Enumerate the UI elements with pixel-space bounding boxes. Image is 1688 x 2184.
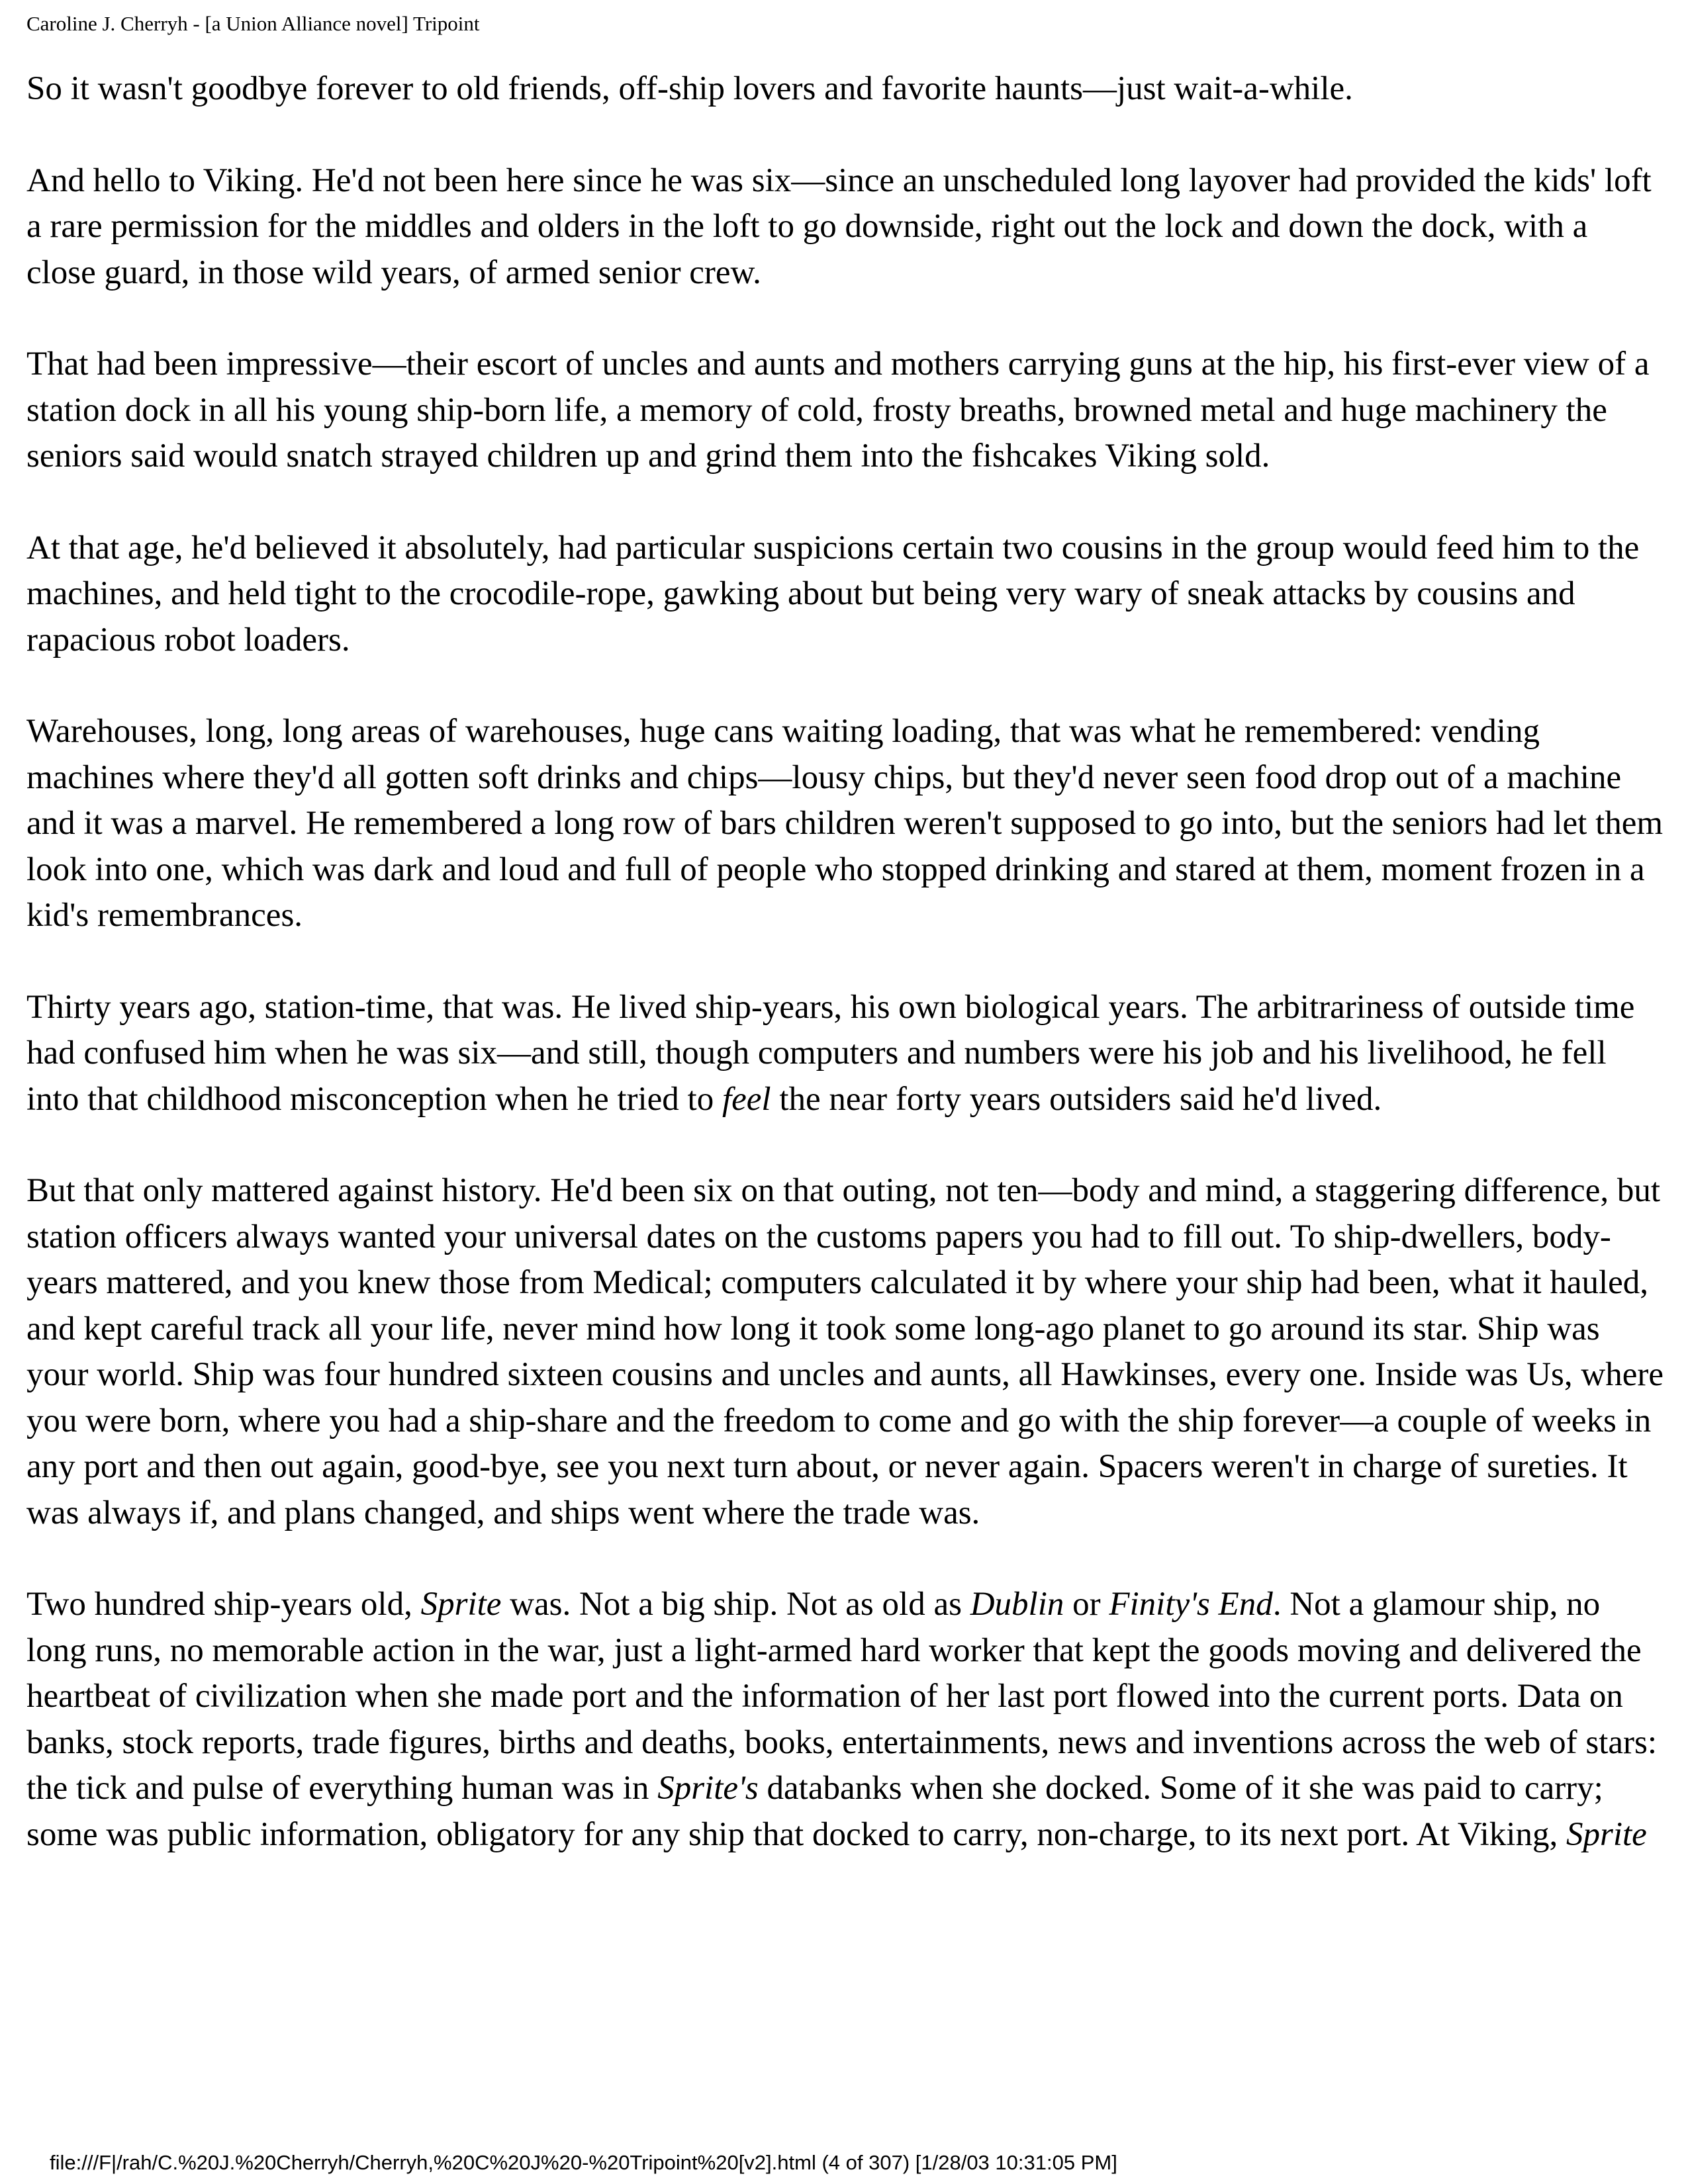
page-header: Caroline J. Cherryh - [a Union Alliance novel] Tripoint xyxy=(26,12,480,35)
text-run: the near forty years outsiders said he'd lived. xyxy=(771,1080,1382,1118)
paragraph xyxy=(26,525,1665,664)
italic-text: Sprite xyxy=(1566,1815,1647,1853)
italic-text: Sprite's xyxy=(657,1770,759,1807)
text-run: databanks when she docked. Some of it she was paid to carry; some was public information, obligatory for any ship that docked to carry, non-charge, to its next port. At Viking, xyxy=(26,1770,1603,1853)
paragraph xyxy=(26,1168,1665,1536)
paragraph xyxy=(26,66,1665,113)
text-run: or xyxy=(1064,1586,1109,1623)
italic-text: Dublin xyxy=(970,1586,1064,1623)
text-run: was. Not a big ship. Not as old as xyxy=(501,1586,970,1623)
text-run: But that only mattered against history. He'd been six on that outing, not ten—body and mind, a staggering difference, but station officers always wanted your universal dates on the customs papers you had to fill out. To ship-dwellers, body-years mattered, and you knew those from Medical; computers calculated it by where your ship had been, what it hauled, and kept careful track all your life, never mind how long it took some long-ago planet to go around its star. Ship was your world. Ship was four hundred sixteen cousins and uncles and aunts, all Hawkinses, every one. Inside was Us, where you were born, where you had a ship-share and the freedom to come and go with the ship forever—a couple of weeks in any port and then out again, good-bye, see you next turn about, or never again. Spacers weren't in charge of sureties. It was always if, and plans changed, and ships went where the trade was. xyxy=(26,1172,1664,1531)
paragraph xyxy=(26,1582,1665,1858)
italic-text: feel xyxy=(722,1080,771,1118)
paragraph xyxy=(26,158,1665,296)
document-body xyxy=(26,66,1665,1858)
paragraph xyxy=(26,985,1665,1123)
text-run: . Not a glamour ship, no long runs, no memorable action in the war, just a light-armed hard worker that kept the goods moving and delivered the heartbeat of civilization when she made port and the information of her last port flowed into the current ports. Data on banks, stock reports, trade figures, births and deaths, books, entertainments, news and inventions across the web of stars: the tick and pulse of everything human was in xyxy=(26,1586,1658,1807)
text-run: And hello to Viking. He'd not been here since he was six—since an unscheduled long layover had provided the kids' loft a rare permission for the middles and olders in the loft to go downside, right out the lock and down the dock, with a close guard, in those wild years, of armed senior crew. xyxy=(26,161,1652,291)
paragraph xyxy=(26,341,1665,480)
italic-text: Finity's End xyxy=(1109,1586,1273,1623)
text-run: So it wasn't goodbye forever to old friends, off-ship lovers and favorite haunts—just wait-a-while. xyxy=(26,70,1353,107)
paragraph xyxy=(26,709,1665,939)
text-run: Warehouses, long, long areas of warehouses, huge cans waiting loading, that was what he remembered: vending machines where they'd all gotten soft drinks and chips—lousy chips, but they'd never seen food drop out of a machine and it was a marvel. He remembered a long row of bars children weren't supposed to go into, but the seniors had let them look into one, which was dark and loud and full of people who stopped drinking and stared at them, moment frozen in a kid's remembrances. xyxy=(26,713,1664,934)
italic-text: Sprite xyxy=(420,1586,502,1623)
text-run: That had been impressive—their escort of uncles and aunts and mothers carrying guns at the hip, his first-ever view of a station dock in all his young ship-born life, a memory of cold, frosty breaths, browned metal and huge machinery the seniors said would snatch strayed children up and grind them into the fishcakes Viking sold. xyxy=(26,345,1650,475)
text-run: At that age, he'd believed it absolutely, had particular suspicions certain two cousins in the group would feed him to the machines, and held tight to the crocodile-rope, gawking about but being very wary of sneak attacks by cousins and rapacious robot loaders. xyxy=(26,529,1640,659)
page-footer-path: file:///F|/rah/C.%20J.%20Cherryh/Cherryh,%20C%20J%20-%20Tripoint%20[v2].html (4 of 307) [1/28/03 10:31:05 PM] xyxy=(50,2151,1117,2174)
text-run: Two hundred ship-years old, xyxy=(26,1586,421,1623)
text-run: Thirty years ago, station-time, that was. He lived ship-years, his own biological years. The arbitrariness of outside time had confused him when he was six—and still, though computers and numbers were his job and his livelihood, he fell into that childhood misconception when he tried to xyxy=(26,988,1635,1118)
